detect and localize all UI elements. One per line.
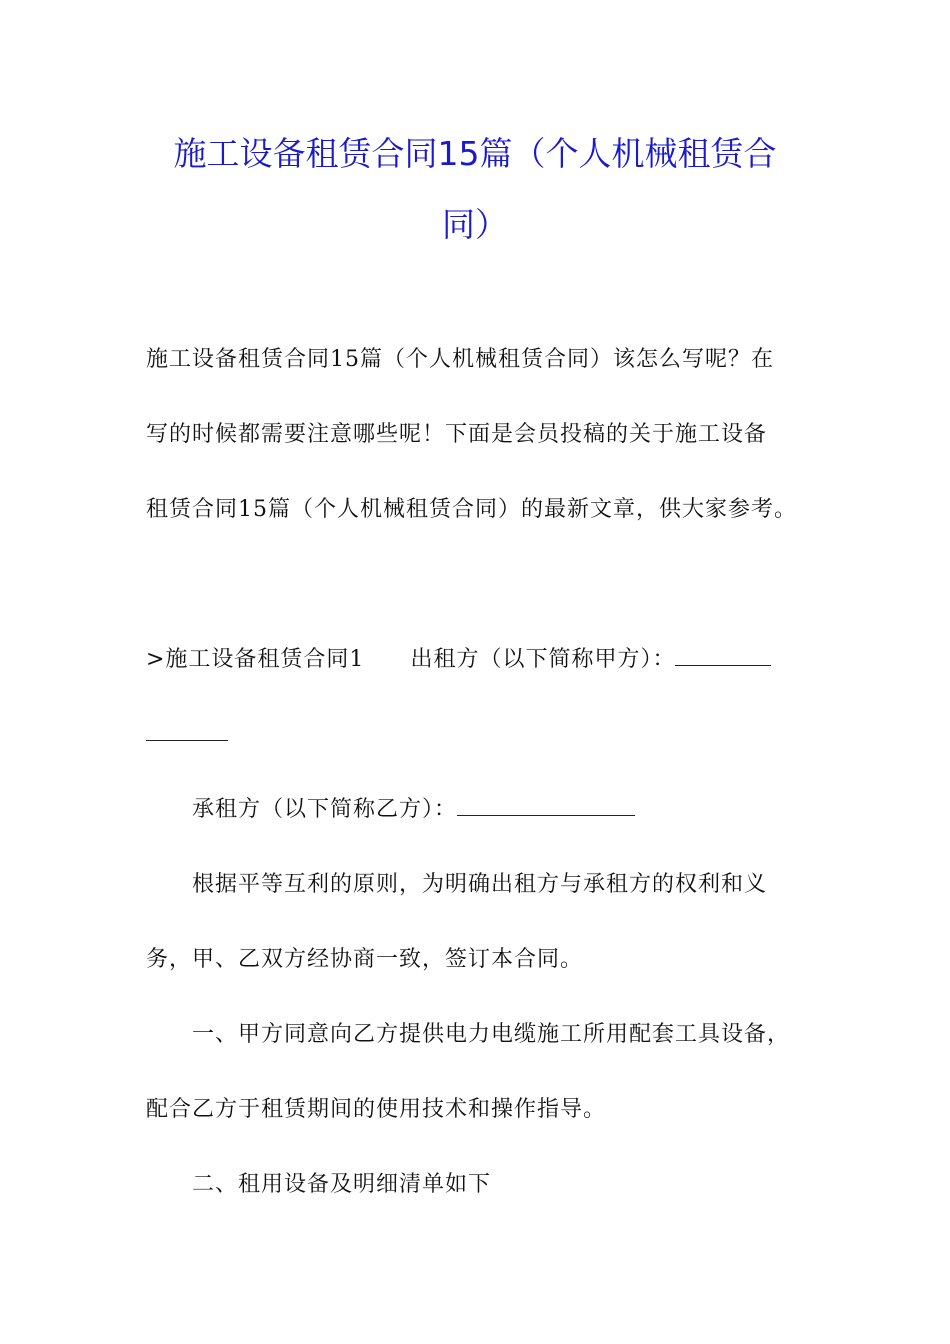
intro-line-2: 写的时候都需要注意哪些呢！下面是会员投稿的关于施工设备 bbox=[146, 422, 768, 447]
lessee-label: 承租方（以下简称乙方）： bbox=[192, 797, 458, 822]
intro-line-1: 施工设备租赁合同15篇（个人机械租赁合同）该怎么写呢？在 bbox=[146, 347, 774, 372]
lessee-blank-field bbox=[457, 797, 635, 816]
lessee-line bbox=[192, 795, 862, 825]
section-heading: >施工设备租赁合同1 bbox=[146, 647, 365, 672]
paragraph-1-line-1: 根据平等互利的原则，为明确出租方与承租方的权利和义 bbox=[192, 872, 768, 897]
document-title-line-1: 施工设备租赁合同15篇（个人机械租赁合 bbox=[173, 134, 777, 173]
lessor-label: 出租方（以下简称甲方）： bbox=[410, 647, 676, 672]
lessor-line bbox=[146, 645, 816, 675]
clause-1-line-2: 配合乙方于租赁期间的使用技术和操作指导。 bbox=[146, 1097, 607, 1122]
document-title-line-2: 同） bbox=[442, 205, 508, 244]
clause-2-heading: 二、租用设备及明细清单如下 bbox=[192, 1172, 492, 1197]
clause-1-line-1: 一、甲方同意向乙方提供电力电缆施工所用配套工具设备， bbox=[192, 1022, 791, 1047]
lessor-blank-field-continued bbox=[146, 722, 228, 741]
lessor-blank-field bbox=[675, 647, 771, 666]
lessor-blank-continuation bbox=[146, 720, 816, 750]
paragraph-1-line-2: 务，甲、乙双方经协商一致，签订本合同。 bbox=[146, 947, 584, 972]
intro-line-3: 租赁合同15篇（个人机械租赁合同）的最新文章，供大家参考。 bbox=[146, 497, 797, 522]
